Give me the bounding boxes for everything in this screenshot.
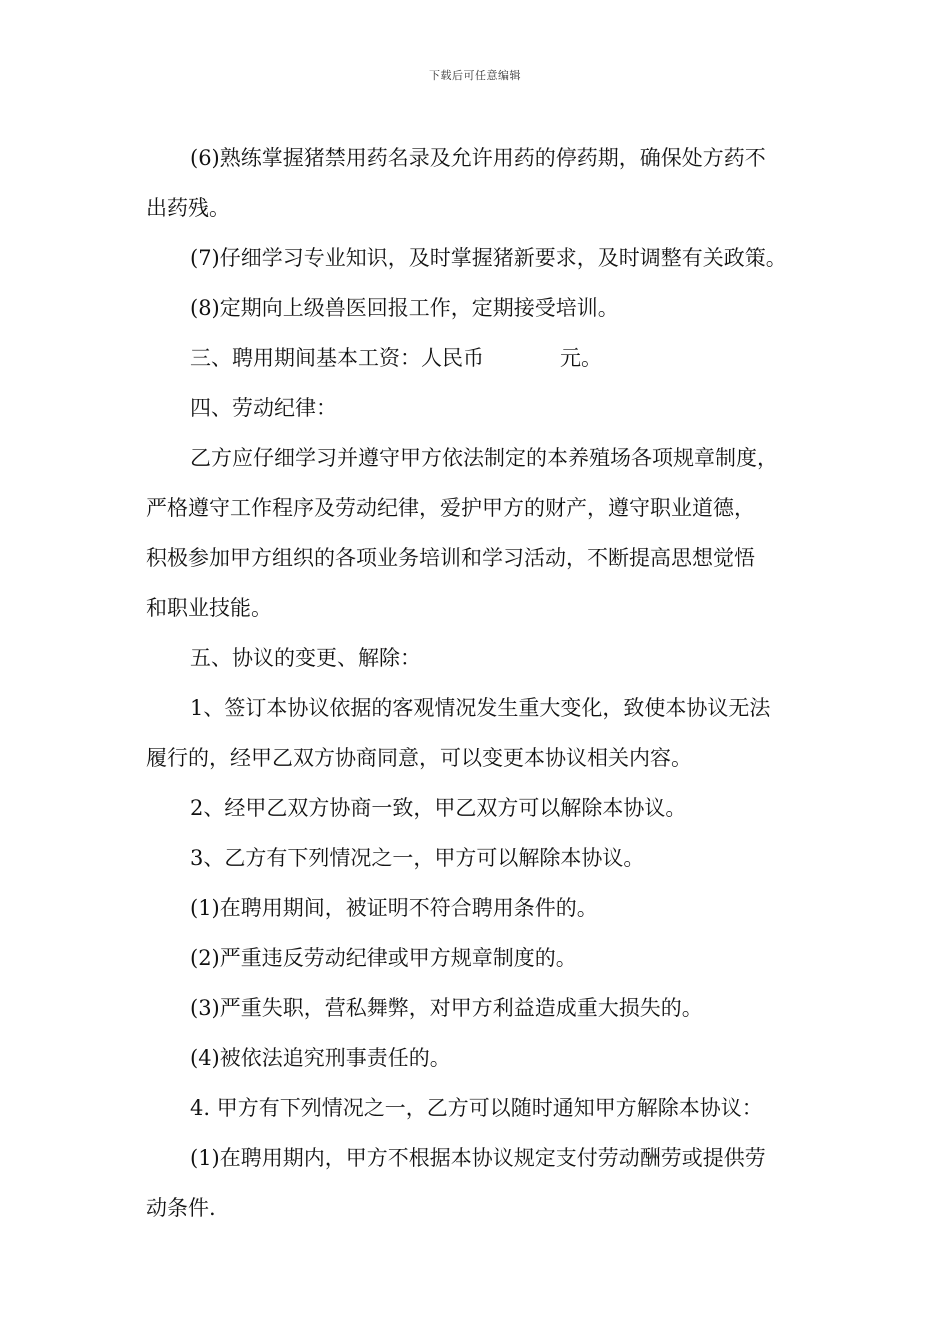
- salary-clause-line: [146, 333, 814, 383]
- paragraph-line: (8)定期向上级兽医回报工作，定期接受培训。: [190, 296, 619, 320]
- paragraph-line: (3)严重失职，营私舞弊，对甲方利益造成重大损失的。: [190, 996, 703, 1020]
- paragraph-line: 出药残。: [146, 196, 230, 220]
- paragraph-line: 乙方应仔细学习并遵守甲方依法制定的本养殖场各项规章制度，: [190, 446, 778, 470]
- paragraph-line: (4)被依法追究刑事责任的。: [190, 1046, 451, 1070]
- paragraph-line: (2)严重违反劳动纪律或甲方规章制度的。: [190, 946, 577, 970]
- paragraph-line: 4. 甲方有下列情况之一，乙方可以随时通知甲方解除本协议：: [190, 1096, 763, 1120]
- document-body: [146, 133, 814, 1233]
- page-header-note: 下载后可任意编辑: [429, 69, 521, 82]
- section-heading: 四、劳动纪律：: [190, 396, 337, 420]
- section-heading: 五、协议的变更、解除：: [190, 646, 421, 670]
- paragraph-line: (1)在聘用期内，甲方不根据本协议规定支付劳动酬劳或提供劳: [190, 1146, 766, 1170]
- paragraph-line: 积极参加甲方组织的各项业务培训和学习活动，不断提高思想觉悟: [146, 546, 755, 570]
- paragraph-line: 履行的，经甲乙双方协商同意，可以变更本协议相关内容。: [146, 746, 692, 770]
- salary-clause-suffix: 元。: [560, 346, 602, 370]
- paragraph-line: 严格遵守工作程序及劳动纪律，爱护甲方的财产，遵守职业道德，: [146, 496, 755, 520]
- paragraph-line: (6)熟练掌握猪禁用药名录及允许用药的停药期，确保处方药不: [190, 146, 766, 170]
- paragraph-line: 动条件.: [146, 1196, 216, 1220]
- salary-clause-prefix: 三、聘用期间基本工资：人民币: [190, 346, 484, 370]
- paragraph-line: (1)在聘用期间，被证明不符合聘用条件的。: [190, 896, 598, 920]
- paragraph-line: (7)仔细学习专业知识，及时掌握猪新要求，及时调整有关政策。: [190, 246, 787, 270]
- paragraph-line: 和职业技能。: [146, 596, 272, 620]
- paragraph-line: 1、签订本协议依据的客观情况发生重大变化，致使本协议无法: [190, 696, 771, 720]
- paragraph-line: 2、经甲乙双方协商一致，甲乙双方可以解除本协议。: [190, 796, 687, 820]
- paragraph-line: 3、乙方有下列情况之一，甲方可以解除本协议。: [190, 846, 645, 870]
